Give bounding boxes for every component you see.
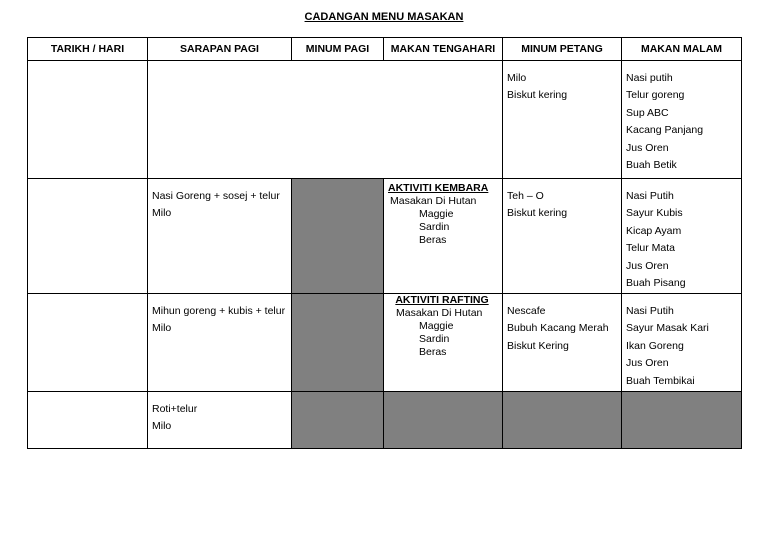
list-item: Nescafe [507, 305, 546, 317]
cell-tengahari [384, 294, 503, 392]
list-item: Jus Oren [626, 141, 669, 154]
list-item: Milo [152, 420, 172, 433]
header-tengahari: MAKAN TENGAHARI [384, 38, 503, 61]
list-item: Teh – O [507, 190, 544, 202]
list-item: Nasi Putih [626, 305, 674, 317]
list-item: Milo [507, 72, 527, 84]
cell-empty-merged [148, 61, 503, 179]
cell-tengahari-shaded [384, 392, 503, 449]
list-item: Roti+telur [152, 403, 198, 415]
list-item: Jus Oren [626, 259, 669, 272]
table-row [28, 294, 742, 392]
list-item: Sardin [419, 333, 450, 345]
cell-minum-petang-shaded [503, 392, 622, 449]
cell-tarikh [28, 61, 148, 179]
cell-minum-petang [503, 294, 622, 392]
list-item: Sayur Masak Kari [626, 322, 709, 335]
list-item: Milo [152, 207, 172, 220]
list-item: Nasi putih [626, 72, 673, 84]
cell-sarapan [148, 294, 292, 392]
list-item: Sup ABC [626, 106, 669, 119]
activity-title: AKTIVITI RAFTING [395, 294, 489, 306]
list-item: Biskut kering [507, 207, 568, 220]
header-sarapan: SARAPAN PAGI [148, 38, 292, 61]
list-item: Nasi Goreng + sosej + telur [152, 190, 280, 202]
list-item: Maggie [419, 208, 454, 220]
list-item: Beras [419, 346, 447, 358]
list-item: Maggie [419, 320, 454, 332]
list-item: Jus Oren [626, 357, 669, 370]
list-item: Kacang Panjang [626, 124, 704, 137]
activity-location: Masakan Di Hutan [390, 195, 477, 207]
header-row [28, 38, 742, 61]
list-item: Sardin [419, 221, 450, 233]
header-minum-petang: MINUM PETANG [503, 38, 622, 61]
header-tarikh: TARIKH / HARI [28, 38, 148, 61]
list-item: Buah Betik [626, 159, 677, 172]
header-minum-pagi: MINUM PAGI [292, 38, 384, 61]
list-item: Buah Pisang [626, 277, 686, 290]
cell-makan-malam [622, 294, 742, 392]
list-item: Telur Mata [626, 242, 676, 255]
list-item: Ikan Goreng [626, 339, 684, 352]
list-item: Bubuh Kacang Merah [507, 322, 609, 335]
cell-minum-pagi-shaded [292, 392, 384, 449]
list-item: Nasi Putih [626, 190, 674, 202]
table-row [28, 392, 742, 449]
table-row [28, 179, 742, 294]
list-item: Sayur Kubis [626, 207, 683, 220]
list-item: Telur goreng [626, 89, 685, 102]
activity-location: Masakan Di Hutan [396, 307, 483, 319]
header-makan-malam: MAKAN MALAM [622, 38, 742, 61]
cell-makan-malam [622, 61, 742, 179]
cell-minum-pagi-shaded [292, 179, 384, 294]
list-item: Biskut kering [507, 89, 568, 102]
cell-sarapan [148, 392, 292, 449]
cell-sarapan [148, 179, 292, 294]
list-item: Milo [152, 322, 172, 335]
table-row [28, 61, 742, 179]
list-item: Kicap Ayam [626, 224, 682, 237]
cell-tarikh [28, 294, 148, 392]
cell-tarikh [28, 392, 148, 449]
cell-minum-petang [503, 61, 622, 179]
list-item: Beras [419, 234, 447, 246]
cell-minum-pagi-shaded [292, 294, 384, 392]
list-item: Buah Tembikai [626, 374, 695, 387]
menu-table [27, 37, 742, 449]
cell-makan-malam [622, 179, 742, 294]
cell-tengahari [384, 179, 503, 294]
activity-title: AKTIVITI KEMBARA [388, 182, 489, 194]
list-item: Biskut Kering [507, 339, 569, 352]
cell-tarikh [28, 179, 148, 294]
list-item: Mihun goreng + kubis + telur [152, 305, 286, 317]
cell-makan-malam-shaded [622, 392, 742, 449]
cell-minum-petang [503, 179, 622, 294]
page-title: CADANGAN MENU MASAKAN [304, 11, 464, 23]
